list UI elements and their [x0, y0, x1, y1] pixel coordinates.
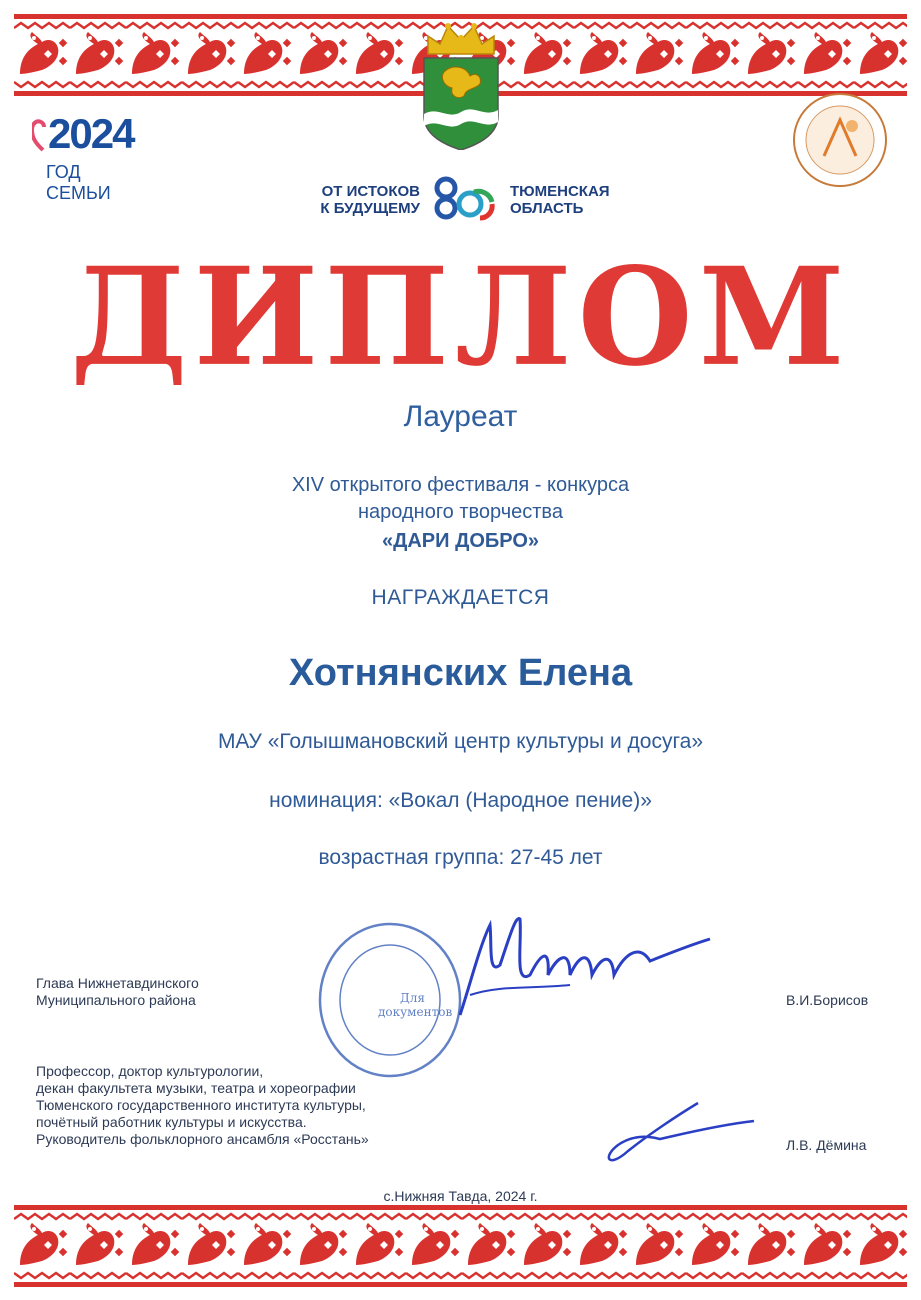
signer2-name: Л.В. Дёмина [786, 1137, 867, 1153]
year-number: 2024 [48, 110, 134, 157]
slogan-left-line2: К БУДУЩЕМУ [320, 200, 420, 217]
culture-emblem-icon [790, 90, 890, 190]
event-name: «ДАРИ ДОБРО» [381, 530, 540, 552]
awarded-label: НАГРАЖДАЕТСЯ [371, 586, 550, 609]
coat-of-arms-icon [418, 16, 504, 150]
signer2-title [36, 1063, 369, 1148]
event-line2: народного творчества [358, 501, 563, 523]
signer1-title-line2: Муниципального района [36, 992, 196, 1008]
event-line1: XIV открытого фестиваля - конкурса [291, 474, 630, 496]
signer2-title-line5: Руководитель фольклорного ансамбля «Росстань» [36, 1131, 369, 1147]
region-symbol-icon [430, 174, 500, 224]
nomination: номинация: «Вокал (Народное пение)» [269, 789, 652, 812]
slogan-left-line1: ОТ ИСТОКОВ [321, 183, 420, 200]
year-caption: ГОД СЕМЬИ [46, 162, 111, 203]
diploma-title: ДИПЛОМ [70, 238, 851, 397]
slogan-right [510, 183, 640, 217]
signature-demina-icon [598, 1095, 758, 1175]
signer1-title [36, 975, 199, 1009]
signer1-name: В.И.Борисов [786, 992, 869, 1008]
organization: МАУ «Голышмановский центр культуры и досуга» [217, 730, 704, 753]
signer2-title-line1: Профессор, доктор культурологии, [36, 1063, 264, 1079]
bottom-ornament-border [14, 1205, 907, 1287]
slogan-right-line1: ТЮМЕНСКАЯ [510, 183, 610, 200]
age-group: возрастная группа: 27-45 лет [318, 846, 603, 869]
svg-text:Для: Для [400, 991, 425, 1005]
signer2-title-line3: Тюменского государственного института культуры, [36, 1097, 366, 1113]
signer1-title-line1: Глава Нижнетавдинского [36, 975, 199, 991]
slogan-left [290, 183, 420, 217]
signature-borisov-icon [430, 905, 720, 1045]
svg-text:документов: документов [378, 1005, 453, 1019]
signer2-title-line2: декан факультета музыки, театра и хореографии [36, 1080, 356, 1096]
slogan-right-line2: ОБЛАСТЬ [510, 200, 584, 217]
recipient-name: Хотнянских Елена [288, 652, 633, 694]
place-date: с.Нижняя Тавда, 2024 г. [383, 1188, 538, 1204]
signer2-title-line4: почётный работник культуры и искусства. [36, 1114, 307, 1130]
status-title: Лауреат [403, 400, 518, 433]
